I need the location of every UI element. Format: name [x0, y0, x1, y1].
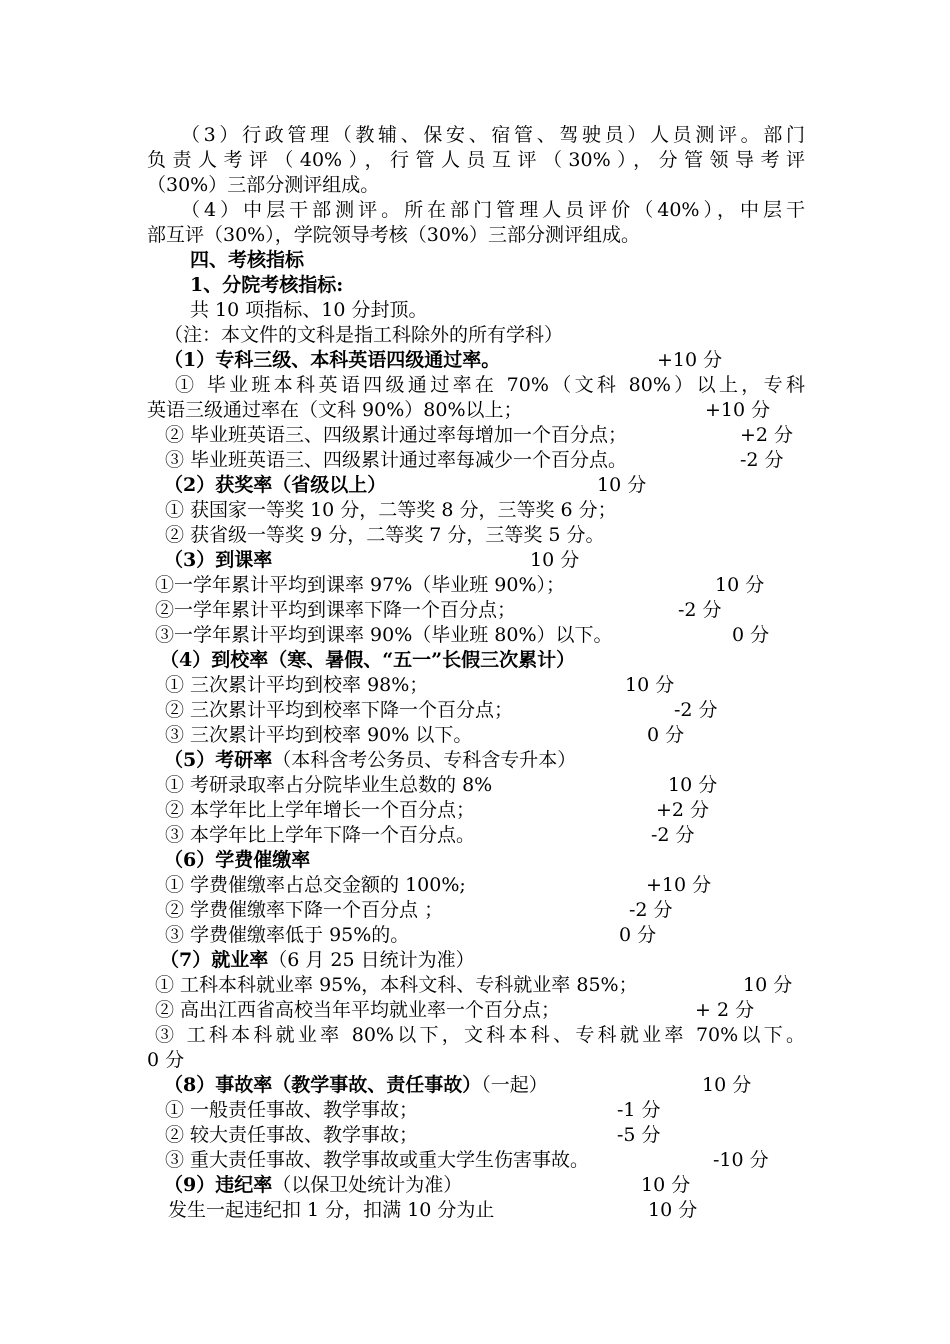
item-4-a: ① 三次累计平均到校率 98%；	[165, 674, 429, 696]
item-5-title-main: （5）考研率	[164, 749, 273, 771]
item-8-title-note: （一起）	[481, 1074, 548, 1096]
item-1-b: ② 毕业班英语三、四级累计通过率每增加一个百分点；	[165, 424, 628, 446]
item-7-a: ① 工科本科就业率 95%，本科文科、专科就业率 85%；	[155, 974, 638, 996]
item-7-title-note: （6 月 25 日统计为准）	[268, 949, 475, 971]
item-1-a-line-1: ① 毕业班本科英语四级通过率在 70%（文科 80%）以上，专科	[175, 374, 805, 396]
paragraph-admin-staff-line-3: （30%）三部分测评组成。	[147, 174, 380, 196]
item-8-title-main: （8）事故率（教学事故、责任事故）	[164, 1074, 482, 1096]
item-7-c: ③ 工科本科就业率 80%以下，文科本科、专科就业率 70%以下。	[155, 1024, 805, 1046]
intro-text: 共 10 项指标、10 分封顶。	[190, 299, 428, 321]
item-9-a: 发生一起违纪扣 1 分，扣满 10 分为止	[168, 1199, 495, 1221]
item-9-title	[164, 1173, 462, 1198]
item-3-c: ③一学年累计平均到课率 90%（毕业班 80%）以下。	[155, 624, 613, 646]
item-3-a: ①一学年累计平均到课率 97%（毕业班 90%）；	[155, 574, 566, 596]
item-4-a-score: 10 分	[625, 674, 675, 696]
item-6-c: ③ 学费催缴率低于 95%的。	[165, 924, 410, 946]
item-5-b-score: +2 分	[656, 799, 710, 821]
item-9-title-main: （9）违纪率	[164, 1174, 273, 1196]
item-6-c-score: 0 分	[619, 924, 657, 946]
paragraph-midlevel-line-1: （4）中层干部测评。所在部门管理人员评价（40%），中层干	[181, 199, 805, 221]
item-8-score: 10 分	[702, 1074, 752, 1096]
item-1-c: ③ 毕业班英语三、四级累计通过率每减少一个百分点。	[165, 449, 628, 471]
item-8-c: ③ 重大责任事故、教学事故或重大学生伤害事故。	[165, 1149, 590, 1171]
item-7-title-main: （7）就业率	[160, 949, 269, 971]
item-8-b: ② 较大责任事故、教学事故；	[165, 1124, 419, 1146]
item-1-b-score: +2 分	[740, 424, 794, 446]
item-5-b: ② 本学年比上学年增长一个百分点；	[165, 799, 476, 821]
item-5-c-score: -2 分	[651, 824, 695, 846]
item-8-c-score: -10 分	[713, 1149, 769, 1171]
item-6-a-score: +10 分	[646, 874, 712, 896]
item-2-score: 10 分	[597, 474, 647, 496]
item-1-title: （1）专科三级、本科英语四级通过率。	[164, 349, 501, 371]
item-7-b-score: + 2 分	[695, 999, 755, 1021]
section-title: 四、考核指标	[190, 249, 305, 271]
note-text: （注：本文件的文科是指工科除外的所有学科）	[164, 324, 564, 346]
item-3-a-score: 10 分	[715, 574, 765, 596]
item-8-title	[164, 1073, 548, 1098]
sub-title: 1、分院考核指标:	[190, 274, 344, 296]
item-6-a: ① 学费催缴率占总交金额的 100%;	[165, 874, 466, 896]
item-9-a-score: 10 分	[648, 1199, 698, 1221]
item-6-b: ② 学费催缴率下降一个百分点 ；	[165, 899, 444, 921]
item-4-title: （4）到校率（寒、暑假、“五一”长假三次累计）	[160, 649, 576, 671]
item-5-a: ① 考研录取率占分院毕业生总数的 8%	[165, 774, 493, 796]
item-8-b-score: -5 分	[617, 1124, 661, 1146]
item-5-title-note: （本科含考公务员、专科含专升本）	[272, 749, 577, 771]
item-2-b: ② 获省级一等奖 9 分，二等奖 7 分，三等奖 5 分。	[165, 524, 605, 546]
item-9-score: 10 分	[641, 1174, 691, 1196]
item-4-b: ② 三次累计平均到校率下降一个百分点；	[165, 699, 514, 721]
item-4-c-score: 0 分	[647, 724, 685, 746]
item-3-b: ②一学年累计平均到课率下降一个百分点；	[155, 599, 517, 621]
item-5-title	[164, 748, 576, 773]
item-1-score: +10 分	[657, 349, 723, 371]
item-6-title: （6）学费催缴率	[164, 849, 311, 871]
item-3-b-score: -2 分	[678, 599, 722, 621]
item-3-score: 10 分	[530, 549, 580, 571]
item-8-a-score: -1 分	[617, 1099, 661, 1121]
item-3-title: （3）到课率	[164, 549, 273, 571]
item-2-a: ① 获国家一等奖 10 分，二等奖 8 分，三等奖 6 分；	[165, 499, 617, 521]
item-7-c-score: 0 分	[147, 1049, 185, 1071]
item-8-a: ① 一般责任事故、教学事故；	[165, 1099, 419, 1121]
item-4-b-score: -2 分	[674, 699, 718, 721]
paragraph-admin-staff-line-1: （3）行政管理（教辅、保安、宿管、驾驶员）人员测评。部门	[181, 124, 805, 146]
item-7-b: ② 高出江西省高校当年平均就业率一个百分点；	[155, 999, 561, 1021]
item-7-a-score: 10 分	[743, 974, 793, 996]
item-3-c-score: 0 分	[732, 624, 770, 646]
paragraph-midlevel-line-2: 部互评（30%），学院领导考核（30%）三部分测评组成。	[147, 224, 640, 246]
item-5-c: ③ 本学年比上学年下降一个百分点。	[165, 824, 476, 846]
item-4-c: ③ 三次累计平均到校率 90% 以下。	[165, 724, 473, 746]
item-6-b-score: -2 分	[629, 899, 673, 921]
item-9-title-note: （以保卫处统计为准）	[272, 1174, 463, 1196]
item-5-a-score: 10 分	[668, 774, 718, 796]
paragraph-admin-staff-line-2: 负责人考评（40%），行管人员互评（30%），分管领导考评	[147, 149, 805, 171]
item-1-a-score: +10 分	[705, 399, 771, 421]
item-7-title	[160, 948, 475, 973]
item-2-title: （2）获奖率（省级以上）	[164, 474, 387, 496]
item-1-a-line-2: 英语三级通过率在（文科 90%）80%以上；	[147, 399, 523, 421]
item-1-c-score: -2 分	[740, 449, 784, 471]
